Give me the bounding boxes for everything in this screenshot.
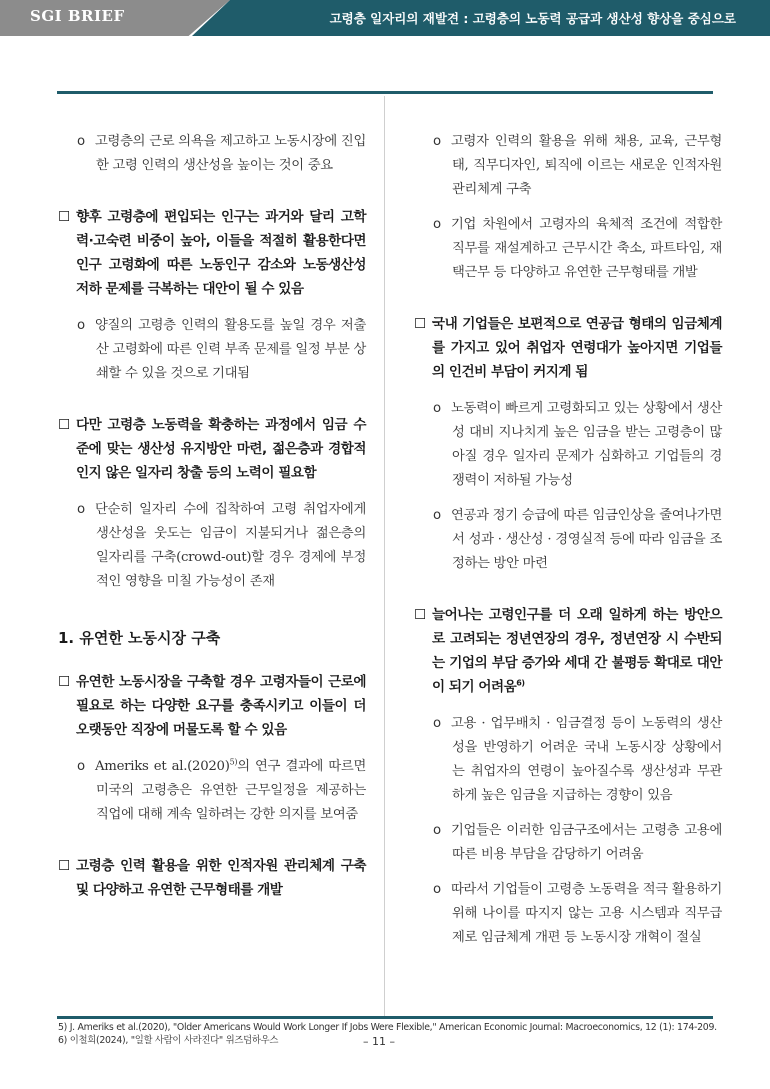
circle-item <box>414 878 722 950</box>
item-text: 늘어나는 고령인구를 더 오래 일하게 하는 방안으로 고려되는 정년연장의 경우, 정년연장 시 수반되는 기업의 부담 증가와 세대 간 불평등 확대로 대안이 되기 어려움 <box>432 607 722 695</box>
circle-item <box>414 504 722 576</box>
square-bullet-icon: ☐ <box>58 858 70 874</box>
item-text: Ameriks et al.(2020) <box>95 759 230 774</box>
circle-item <box>414 213 722 285</box>
circle-item <box>58 130 366 178</box>
circle-bullet-icon: o <box>433 823 441 838</box>
item-text: 단순히 일자리 수에 집착하여 고령 취업자에게 생산성을 웃도는 임금이 지불되거나 젊은층의 일자리를 구축(crowd-out)할 경우 경제에 부정적인 영향을 미칠 가능성이 존재 <box>95 502 366 589</box>
section-heading: 1. 유연한 노동시장 구축 <box>58 629 221 647</box>
square-item <box>414 312 722 384</box>
item-text: 고령층의 근로 의욕을 제고하고 노동시장에 진입한 고령 인력의 생산성을 높이는 것이 중요 <box>95 134 366 173</box>
item-text: 고령층 인력 활용을 위한 인적자원 관리체계 구축 및 다양하고 유연한 근무형태를 개발 <box>76 858 366 898</box>
circle-item <box>414 712 722 808</box>
right-column <box>414 130 722 961</box>
item-text: 고용 · 업무배치 · 임금결정 등이 노동력의 생산성을 반영하기 어려운 국내 노동시장 상황에서는 취업자의 연령이 높아질수록 생산성과 무관하게 높은 임금을 지급하는 경향이 있음 <box>451 716 722 803</box>
item-text: 의 연구 결과에 따르면 미국의 고령층은 유연한 근무일정을 제공하는 직업에 대해 계속 일하려는 강한 의지를 보여줌 <box>96 759 366 822</box>
item-text: 향후 고령층에 편입되는 인구는 과거와 달리 고학력·고숙련 비중이 높아, 이들을 적절히 활용한다면 인구 고령화에 따른 노동인구 감소와 노동생산성 저하 문제를 극복하는 대안이 될 수 있음 <box>76 209 366 297</box>
item-text: 따라서 기업들이 고령층 노동력을 적극 활용하기 위해 나이를 따지지 않는 고용 시스템과 직무급제로 임금체계 개편 등 노동시장 개혁이 절실 <box>451 882 722 945</box>
circle-item <box>58 314 366 386</box>
item-text: 양질의 고령층 인력의 활용도를 높일 경우 저출산 고령화에 따른 인력 부족 문제를 일정 부분 상쇄할 수 있을 것으로 기대됨 <box>95 318 366 381</box>
item-text: 고령자 인력의 활용을 위해 채용, 교육, 근무형태, 직무디자인, 퇴직에 이르는 새로운 인적자원 관리체계 구축 <box>451 134 722 197</box>
item-text: 다만 고령층 노동력을 확충하는 과정에서 임금 수준에 맞는 생산성 유지방안 마련, 젊은층과 경합적인지 않은 일자리 창출 등의 노력이 필요함 <box>76 417 366 481</box>
item-text: 기업 차원에서 고령자의 육체적 조건에 적합한 직무를 재설계하고 근무시간 축소, 파트타임, 재택근무 등 다양하고 유연한 근무형태를 개발 <box>451 217 722 280</box>
footnote-ref: 6) <box>516 678 525 688</box>
left-column <box>58 130 366 915</box>
square-bullet-icon: ☐ <box>58 417 70 433</box>
top-rule <box>57 91 713 94</box>
circle-bullet-icon: o <box>433 217 441 232</box>
square-item <box>58 413 366 485</box>
circle-bullet-icon: o <box>77 318 85 333</box>
square-bullet-icon: ☐ <box>414 316 426 332</box>
square-bullet-icon: ☐ <box>414 607 426 623</box>
square-bullet-icon: ☐ <box>58 674 70 690</box>
item-text: 연공과 정기 승급에 따른 임금인상을 줄여나가면서 성과 · 생산성 · 경영실적 등에 따라 임금을 조정하는 방안 마련 <box>451 508 722 571</box>
circle-item <box>58 498 366 594</box>
item-text: 기업들은 이러한 임금구조에서는 고령층 고용에 따른 비용 부담을 감당하기 어려움 <box>451 823 722 862</box>
footnote-5: 5) J. Ameriks et al.(2020), "Older Americans Would Work Longer If Jobs Were Flexible," American Economic Journal: Macroeconomics, 12 (1): 174-209. <box>58 1022 717 1033</box>
circle-bullet-icon: o <box>77 134 85 149</box>
circle-item <box>414 819 722 867</box>
circle-item <box>414 397 722 493</box>
footnote-ref: 5) <box>229 757 238 767</box>
circle-bullet-icon: o <box>433 508 441 523</box>
circle-item <box>414 130 722 202</box>
page-header <box>0 0 770 36</box>
circle-bullet-icon: o <box>433 716 441 731</box>
item-text: 국내 기업들은 보편적으로 연공급 형태의 임금체계를 가지고 있어 취업자 연령대가 높아지면 기업들의 인건비 부담이 커지게 됨 <box>432 316 722 380</box>
item-text: 유연한 노동시장을 구축할 경우 고령자들이 근로에 필요로 하는 다양한 요구를 충족시키고 이들이 더 오랫동안 직장에 머물도록 할 수 있음 <box>76 674 366 738</box>
square-item <box>58 205 366 301</box>
brand-label: SGI BRIEF <box>30 7 125 25</box>
header-title: 고령층 일자리의 재발견 : 고령층의 노동력 공급과 생산성 향상을 중심으로 <box>329 11 736 26</box>
item-text: 노동력이 빠르게 고령화되고 있는 상황에서 생산성 대비 지나치게 높은 임금을 받는 고령층이 많아질 경우 일자리 문제가 심화하고 기업들의 경쟁력이 저하될 가능성 <box>451 401 722 488</box>
circle-bullet-icon: o <box>77 502 85 517</box>
circle-item <box>58 755 366 827</box>
circle-bullet-icon: o <box>433 134 441 149</box>
square-item <box>58 854 366 902</box>
bottom-rule <box>57 1016 713 1019</box>
circle-bullet-icon: o <box>77 759 85 774</box>
page-number: – 11 – <box>363 1035 395 1048</box>
circle-bullet-icon: o <box>433 882 441 897</box>
square-item <box>414 603 722 699</box>
circle-bullet-icon: o <box>433 401 441 416</box>
square-item <box>58 670 366 742</box>
square-bullet-icon: ☐ <box>58 209 70 225</box>
footnote-6: 6) 이철희(2024), "일할 사람이 사라진다" 위즈덤하우스 <box>58 1035 279 1046</box>
column-divider <box>384 96 385 1016</box>
